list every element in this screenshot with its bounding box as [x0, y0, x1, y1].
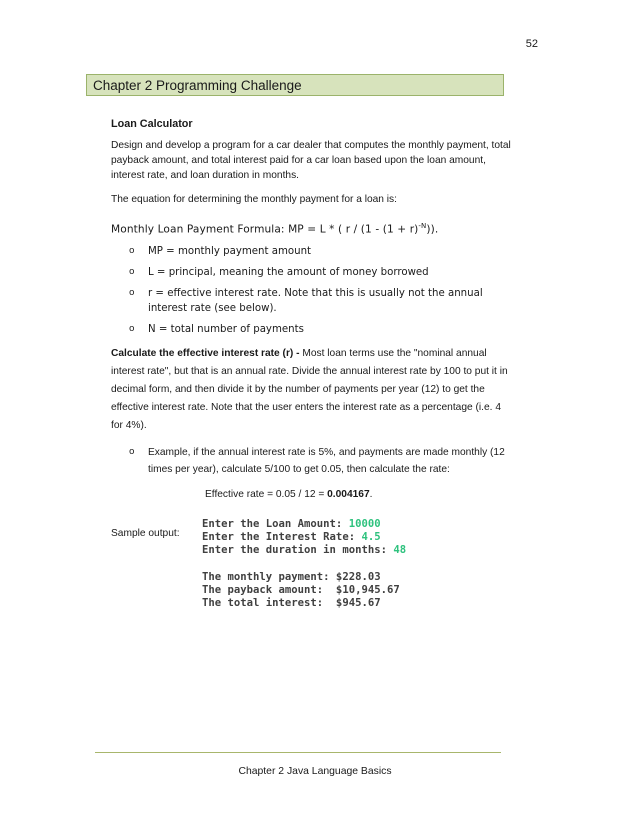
- example-list: [111, 444, 511, 478]
- bullet-icon: o: [129, 266, 135, 277]
- formula-after: )).: [426, 223, 439, 236]
- list-item: [111, 265, 511, 280]
- effective-rate-lead: Calculate the effective interest rate (r) -: [111, 347, 303, 359]
- sample-output-console: [202, 518, 406, 610]
- example-text: Example, if the annual interest rate is 5%, and payments are made monthly (12 times per year), calculate 5/100 to get 0.05, then calculate the rate:: [148, 446, 505, 475]
- console-prompt: Enter the Interest Rate:: [202, 531, 362, 544]
- console-prompt: Enter the Loan Amount:: [202, 518, 349, 530]
- console-output-line: The total interest: $945.67: [202, 597, 381, 610]
- rate-value: 0.004167: [327, 488, 370, 500]
- equation-intro: The equation for determining the monthly payment for a loan is:: [111, 194, 397, 205]
- effective-rate-equation: [205, 487, 511, 502]
- bullet-icon: o: [129, 446, 135, 457]
- console-line: [202, 531, 406, 544]
- chapter-heading: Chapter 2 Programming Challenge: [86, 74, 504, 96]
- page-footer: Chapter 2 Java Language Basics: [238, 766, 392, 777]
- formula-variable-list: [111, 244, 511, 337]
- formula-before: Monthly Loan Payment Formula: MP = L * ( r / (1 - (1 + r): [111, 223, 419, 236]
- list-item-text: L = principal, meaning the amount of money borrowed: [148, 266, 429, 278]
- list-item-text: r = effective interest rate. Note that this is usually not the annual interest rate (see below).: [148, 287, 483, 314]
- rate-prefix: Effective rate = 0.05 / 12 =: [205, 488, 328, 500]
- list-item: [111, 244, 511, 259]
- console-output-line: The monthly payment: $228.03: [202, 570, 381, 583]
- main-content: [111, 117, 511, 544]
- page-number: 52: [525, 38, 538, 50]
- bullet-icon: o: [129, 323, 135, 334]
- console-input-value: 4.5: [361, 531, 381, 544]
- console-gap: [202, 558, 406, 571]
- list-item: [111, 286, 511, 316]
- intro-paragraph: Design and develop a program for a car dealer that computes the monthly payment, total payback amount, and total interest paid for a car loan based upon the loan amount, interest rate, and loan duration in months.: [111, 140, 511, 181]
- footer-divider: [95, 752, 501, 753]
- list-item-text: N = total number of payments: [148, 323, 304, 335]
- console-input-value: 48: [393, 544, 407, 557]
- console-input-value: 10000: [348, 518, 381, 530]
- bullet-icon: o: [129, 245, 135, 256]
- formula-line: [111, 219, 511, 238]
- bullet-icon: o: [129, 287, 135, 298]
- rate-suffix: .: [369, 488, 373, 500]
- section-title: Loan Calculator: [111, 118, 193, 130]
- console-prompt: Enter the duration in months:: [202, 544, 394, 557]
- console-line: [202, 518, 406, 531]
- formula-exponent: -N: [418, 222, 427, 230]
- effective-rate-paragraph: [111, 345, 511, 435]
- effective-rate-body: Most loan terms use the "nominal annual interest rate", but that is an annual rate. Divide the annual interest rate by 100 to put it in decimal form, and then divide it by the number of payments per year (12) to get the effective interest rate. Note that the user enters the interest rate as a percentage (i.e. 4 for 4%).: [111, 347, 508, 431]
- console-line: [202, 544, 406, 557]
- console-output-line: The payback amount: $10,945.67: [202, 583, 400, 596]
- list-item: [111, 444, 511, 478]
- sample-output-label: Sample output:: [111, 527, 180, 539]
- list-item-text: MP = monthly payment amount: [148, 245, 312, 257]
- list-item: [111, 322, 511, 337]
